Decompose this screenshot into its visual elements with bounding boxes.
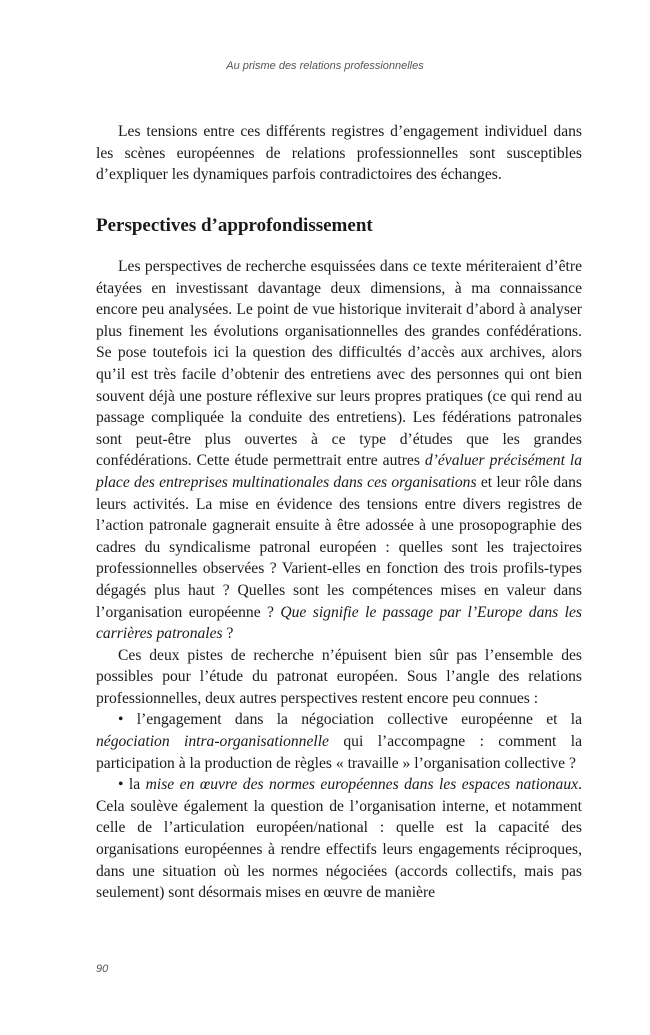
list-item: [96, 709, 582, 774]
text-run: ?: [222, 625, 234, 643]
list-item: [96, 774, 582, 904]
section-body: [96, 256, 582, 904]
text-run: et leur rôle dans leurs activités. La mise en évidence des tensions entre divers registres de l’action patronale gagnerait ensuite à être adossée à une prosopographie des cadres du syndicalisme patronal européen : quelles sont les trajectoires professionnelles observées ? Varient-elles en fonction des trois profils-types dégagés plus haut ? Quelles sont les compétences mises en valeur dans l’organisation européenne ?: [96, 473, 583, 621]
text-run: la: [123, 776, 146, 794]
intro-paragraph: Les tensions entre ces différents registres d’engagement individuel dans les scènes européennes de relations professionnelles sont susceptibles d’expliquer les dynamiques parfois contradictoires des échanges.: [96, 123, 582, 184]
italic-run: d’évaluer précisément la place des entreprises multinationales dans ces organisations: [96, 452, 582, 491]
italic-run: mise en œuvre des normes européennes dans les espaces nationaux: [145, 776, 579, 794]
text-run: . Cela soulève également la question de l’organisation interne, et notamment celle de l’articulation européen/national : quelle est la capacité des organisations européennes à rendre effectifs leurs engagements réciproques, dans une situation où les normes négociées (accords collectifs, mais pas seulement) sont désormais mises en œuvre de manière: [96, 776, 582, 902]
bullet-marker: •: [118, 776, 124, 794]
text-run: Les perspectives de recherche esquissées dans ce texte mériteraient d’être étayées en investissant davantage deux dimensions, à ma connaissance encore peu analysées. Le point de vue historique inviterait d’abord à analyser plus finement les évolutions organisationnelles des grandes confédérations. Se pose toutefois ici la question des difficultés d’accès aux archives, alors qu’il est très facile d’obtenir des entretiens avec des personnes qui ont bien souvent déjà une posture réflexive sur leurs propres pratiques (ce qui rend au passage compliquée la conduite des entretiens). Les fédérations patronales sont peut-être plus ouvertes à ce type d’études que les grandes confédérations. Cette étude permettrait entre autres: [96, 258, 582, 470]
section-title: Perspectives d’approfondissement: [96, 215, 373, 236]
intro-block: [96, 121, 582, 186]
text-run: l’engagement dans la négociation collective européenne et la: [123, 711, 582, 729]
running-header: Au prisme des relations professionnelles: [226, 60, 424, 72]
paragraph-pistes: Ces deux pistes de recherche n’épuisent bien sûr pas l’ensemble des possibles pour l’étude du patronat européen. Sous l’angle des relations professionnelles, deux autres perspectives restent encore peu connues :: [96, 646, 582, 707]
italic-run: Que signifie le passage par l’Europe dans les carrières patronales: [96, 603, 582, 643]
text-run: qui l’accompagne : comment la participation à la production de règles « travaille » l’organisation collective ?: [96, 733, 582, 772]
bullet-marker: •: [118, 711, 124, 729]
paragraph-perspectives: [96, 256, 582, 645]
italic-run: négociation intra-organisationnelle: [96, 733, 329, 751]
page-number: 90: [96, 963, 109, 975]
